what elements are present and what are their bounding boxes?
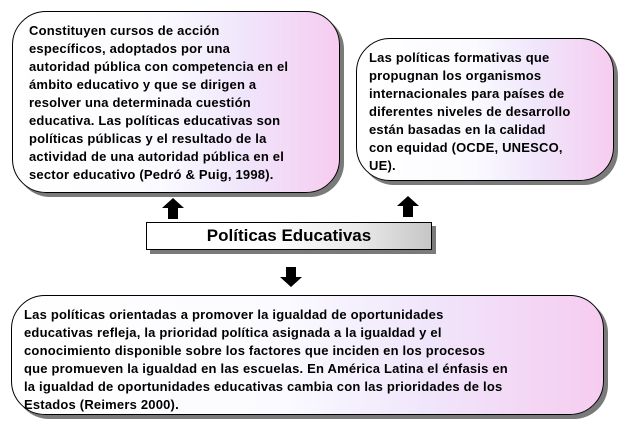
arrow-down-icon [279,265,303,289]
international-policies-box [356,38,614,181]
international-line: internacionales para países de [369,86,565,101]
equality-line: que promueven la igualdad en las escuelas. En América Latina el énfasis en [24,361,508,376]
equality-line: Las políticas orientadas a promover la igualdad de oportunidades [24,307,444,322]
main-topic-title: Políticas Educativas [146,222,432,250]
definition-line: Constituyen cursos de acción [29,23,220,38]
equality-policies-box [11,295,604,415]
definition-line: autoridad pública con competencia en el [29,59,289,74]
international-line: Las políticas formativas que [369,50,550,65]
international-line: UE). [369,158,396,173]
equality-line: conocimiento disponible sobre los factores que inciden en los procesos [24,343,486,358]
definition-line: específicos, adoptados por una [29,41,231,56]
equality-line: la igualdad de oportunidades educativas cambia con las prioridades de los [24,379,503,394]
equality-line: educativas refleja, la prioridad política asignada a la igualdad y el [24,325,442,340]
definition-box [12,11,340,193]
definition-line: resolver una determinada cuestión [29,95,251,110]
international-line: diferentes niveles de desarrollo [369,104,571,119]
definition-line: políticas públicas y el resultado de la [29,131,267,146]
arrow-up-left-icon [161,197,185,221]
international-line: propugnan los organismos [369,68,542,83]
international-line: con equidad (OCDE, UNESCO, [369,140,563,155]
definition-line: sector educativo (Pedró & Puig, 1998). [29,167,274,182]
equality-line: Estados (Reimers 2000). [24,397,179,412]
international-line: están basadas en la calidad [369,122,546,137]
arrow-up-right-icon [396,195,420,219]
definition-line: educativa. Las políticas educativas son [29,113,281,128]
definition-line: actividad de una autoridad pública en el [29,149,285,164]
definition-line: ámbito educativo y que se dirigen a [29,77,257,92]
